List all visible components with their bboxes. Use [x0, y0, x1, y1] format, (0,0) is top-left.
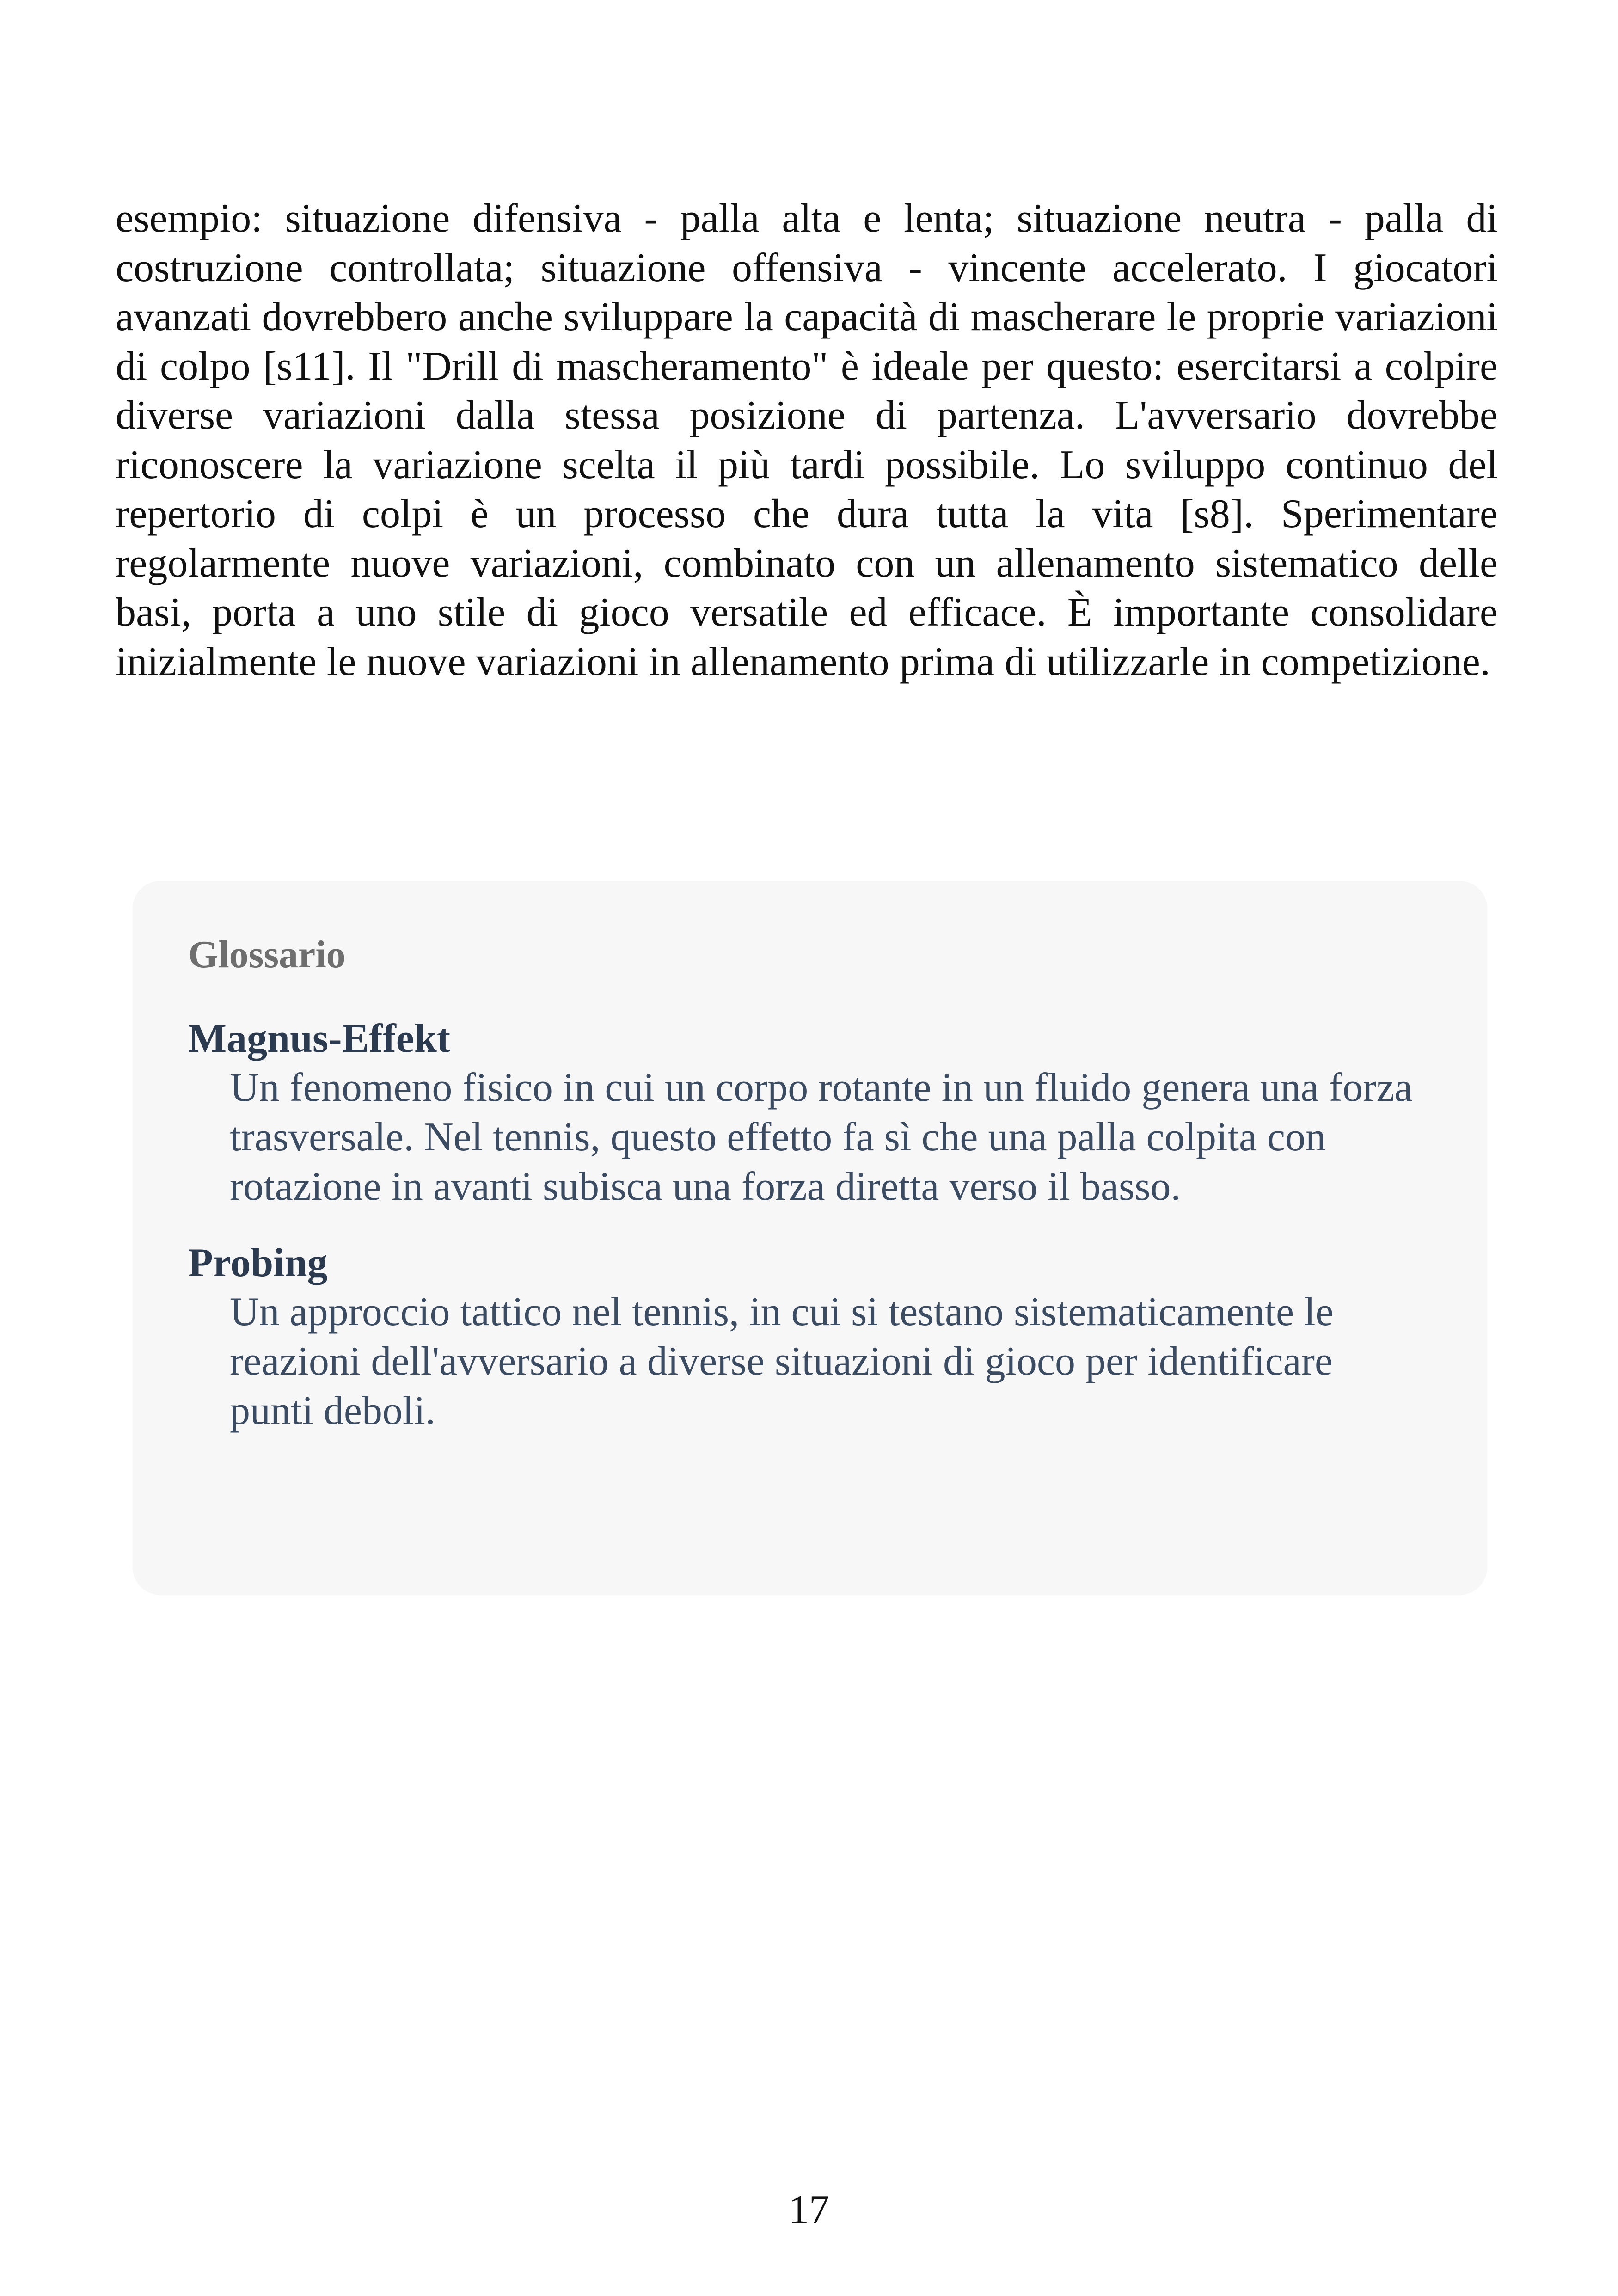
glossary-box	[133, 881, 1487, 1595]
glossary-definition: Un fenomeno fisico in cui un corpo rotante in un fluido genera una forza trasversale. Nel tennis, questo effetto fa sì che una palla colpita con rotazione in avanti subisca una forza diretta verso il basso.	[230, 1065, 1413, 1209]
glossary-title: Glossario	[188, 933, 346, 976]
page-number: 17	[789, 2187, 829, 2232]
body-paragraph: esempio: situazione difensiva - palla alta e lenta; situazione neutra - palla di costruzione controllata; situazione offensiva - vincente accelerato. I giocatori avanzati dovrebbero anche sviluppare la capacità di mascherare le proprie variazioni di colpo [s11]. Il "Drill di mascheramento" è ideale per questo: esercitarsi a colpire diverse variazioni dalla stessa posizione di partenza. L'avversario dovrebbe riconoscere la variazione scelta il più tardi possibile. Lo sviluppo continuo del repertorio di colpi è un processo che dura tutta la vita [s8]. Sperimentare regolarmente nuove variazioni, combinato con un allenamento sistematico delle basi, porta a uno stile di gioco versatile ed efficace. È importante consolidare inizialmente le nuove variazioni in allenamento prima di utilizzarle in competizione.	[116, 196, 1498, 684]
glossary-definition: Un approccio tattico nel tennis, in cui si testano sistematicamente le reazioni dell'avversario a diverse situazioni di gioco per identificare punti deboli.	[230, 1289, 1334, 1433]
glossary-term: Probing	[188, 1240, 328, 1285]
glossary-entry	[188, 1015, 1427, 1211]
glossary-term: Magnus-Effekt	[188, 1016, 451, 1061]
glossary-entry	[188, 1239, 1427, 1436]
